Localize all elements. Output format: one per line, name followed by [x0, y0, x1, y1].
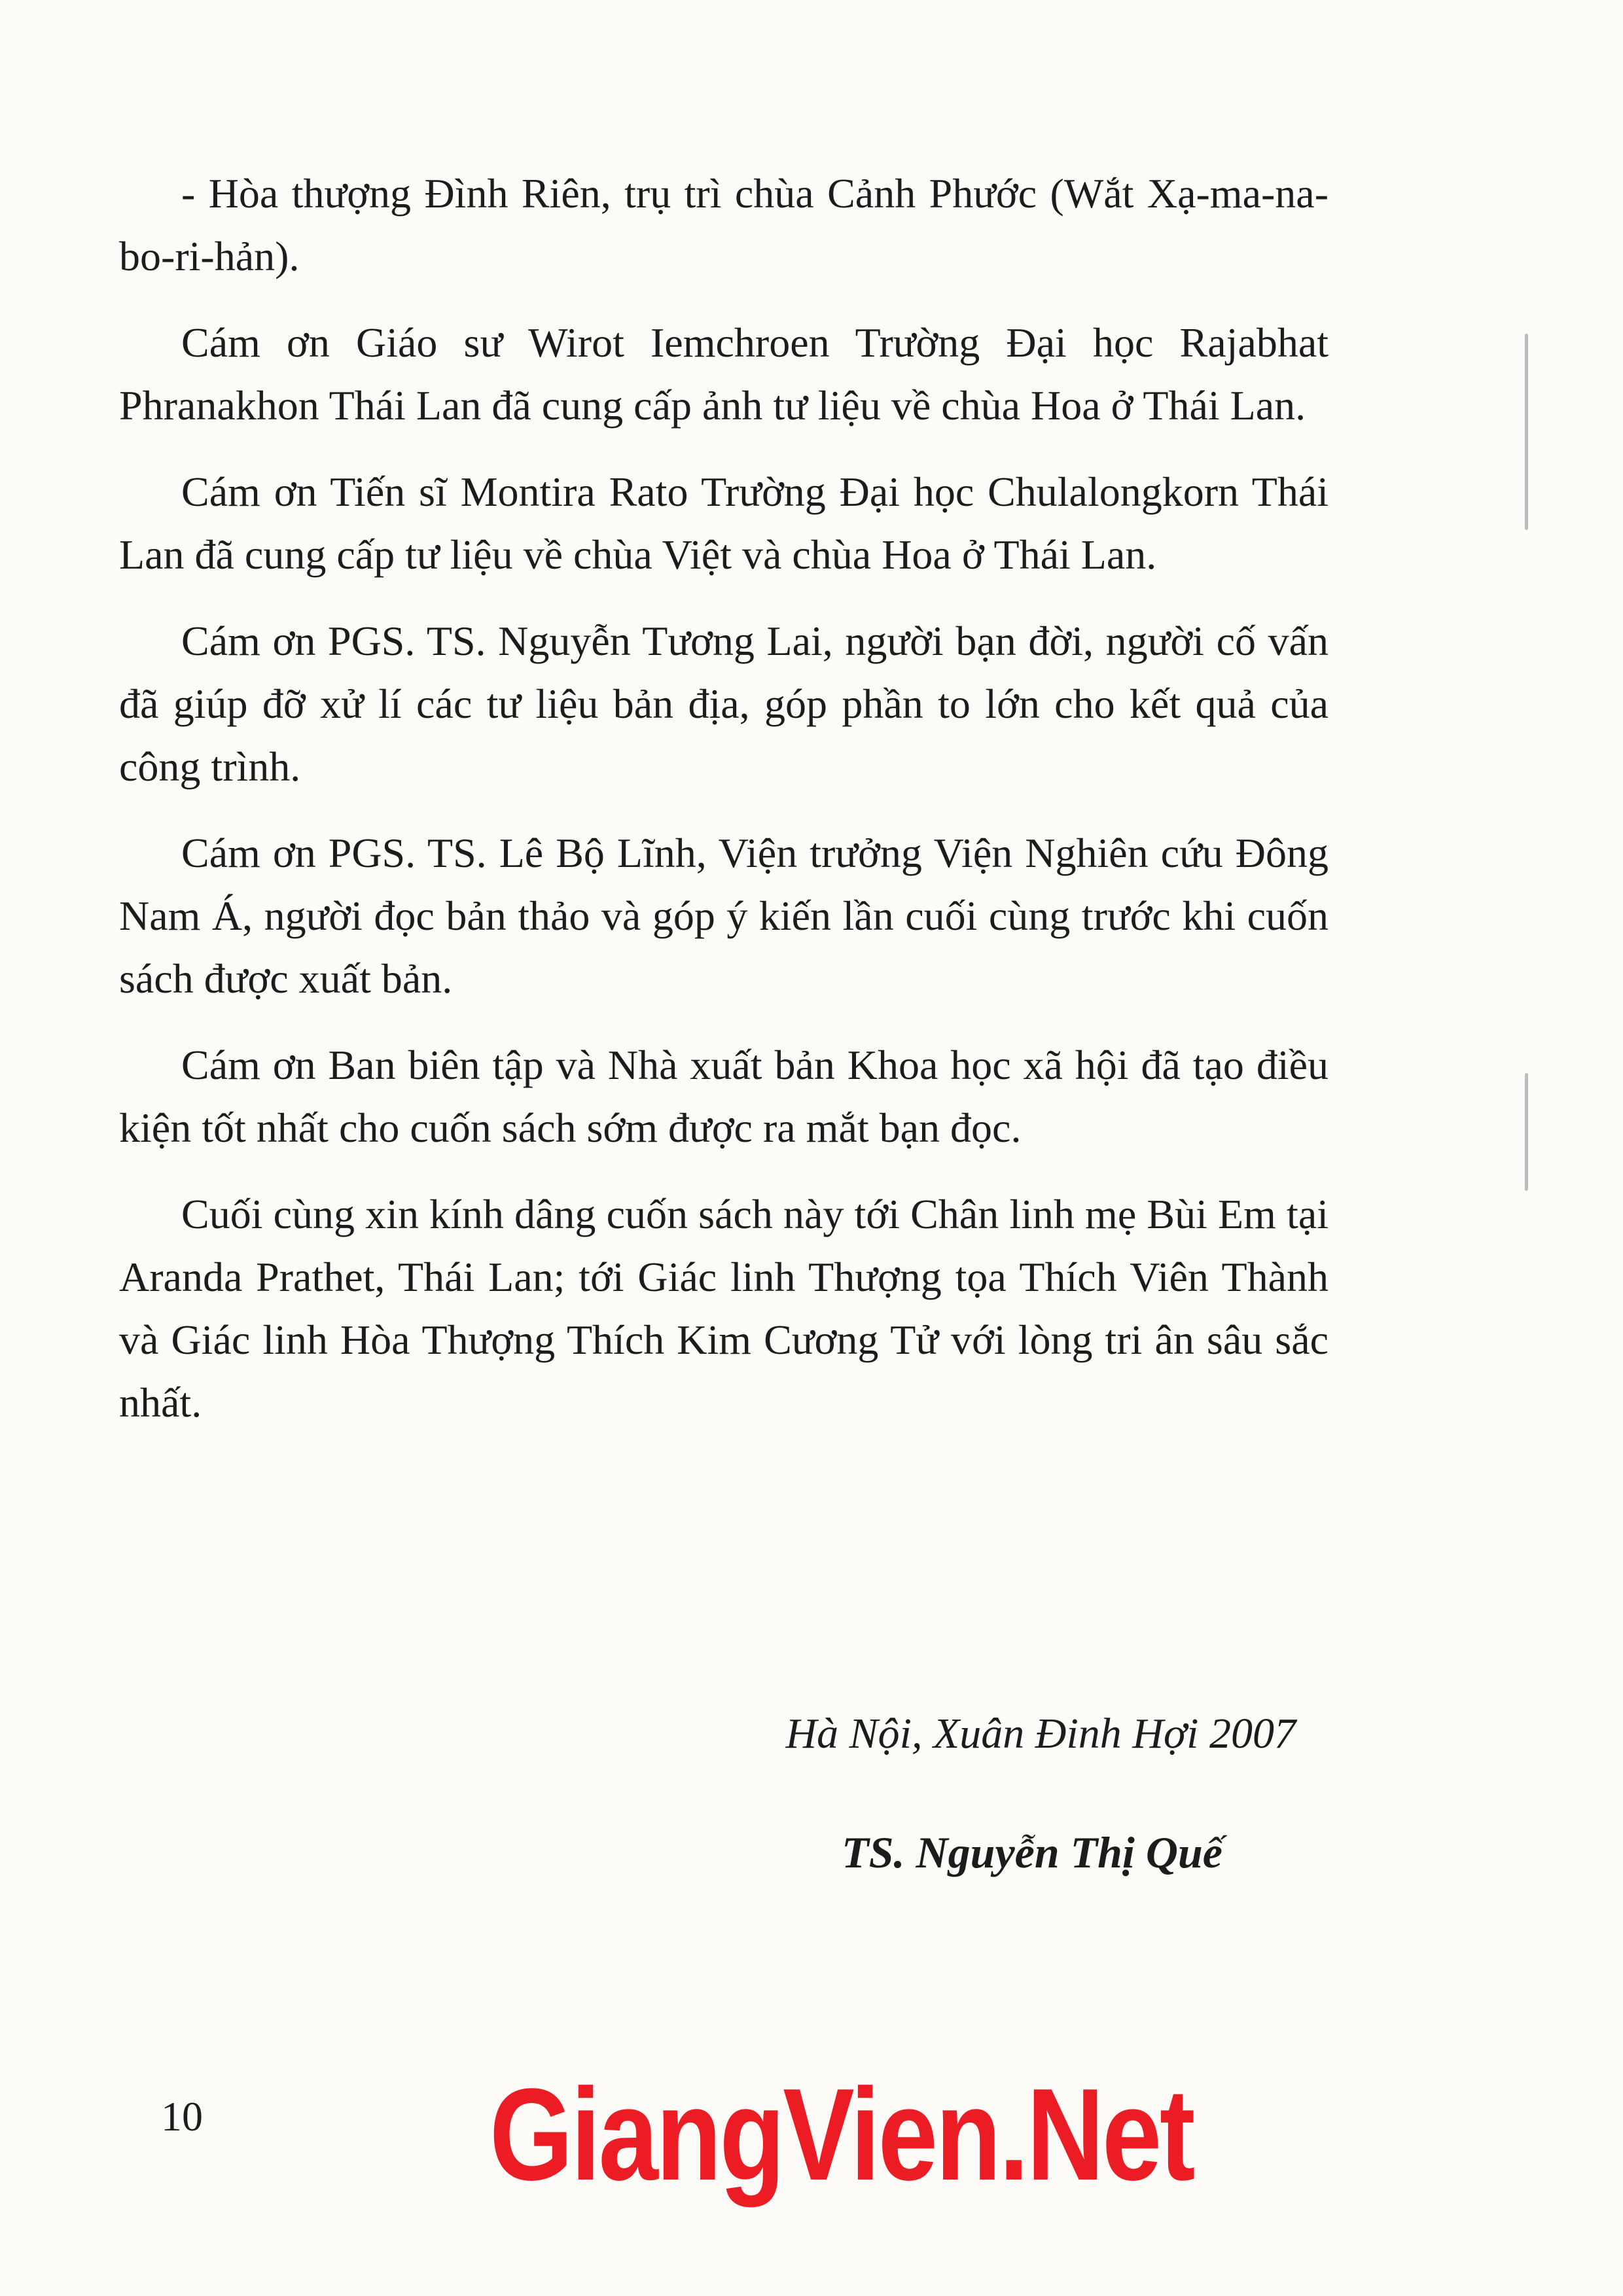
paragraph-7: Cuối cùng xin kính dâng cuốn sách này tới Chân linh mẹ Bùi Em tại Aranda Prathet, Thái Lan; tới Giác linh Thượng tọa Thích Viên Thành và Giác linh Hòa Thượng Thích Kim Cương Tử với lòng tri ân sâu sắc nhất. [119, 1191, 1329, 1426]
paragraph-6: Cám ơn Ban biên tập và Nhà xuất bản Khoa học xã hội đã tạo điều kiện tốt nhất cho cuốn sách sớm được ra mắt bạn đọc. [119, 1042, 1329, 1151]
page-number: 10 [161, 2093, 203, 2140]
author-signature: TS. Nguyễn Thị Quế [842, 1828, 1222, 1877]
paragraph-1: - Hòa thượng Đình Riên, trụ trì chùa Cảnh Phước (Wắt Xạ-ma-na-bo-ri-hản). [119, 170, 1329, 279]
paragraph-2: Cám ơn Giáo sư Wirot Iemchroen Trường Đại học Rajabhat Phranakhon Thái Lan đã cung cấp ảnh tư liệu về chùa Hoa ở Thái Lan. [119, 319, 1329, 429]
paragraph-5: Cám ơn PGS. TS. Lê Bộ Lĩnh, Viện trưởng Viện Nghiên cứu Đông Nam Á, người đọc bản thảo và góp ý kiến lần cuối cùng trước khi cuốn sách được xuất bản. [119, 830, 1329, 1002]
scan-edge-mark [1525, 1073, 1528, 1191]
paragraph-3: Cám ơn Tiến sĩ Montira Rato Trường Đại học Chulalongkorn Thái Lan đã cung cấp tư liệu về chùa Việt và chùa Hoa ở Thái Lan. [119, 468, 1329, 578]
body-text [119, 162, 1329, 1458]
watermark-logo: GiangVien.Net [490, 2062, 1194, 2208]
scan-edge-mark [1525, 334, 1528, 530]
paragraph-4: Cám ơn PGS. TS. Nguyễn Tương Lai, người bạn đời, người cố vấn đã giúp đỡ xử lí các tư liệu bản địa, góp phần to lớn cho kết quả của công trình. [119, 618, 1329, 790]
dateline: Hà Nội, Xuân Đinh Hợi 2007 [785, 1710, 1296, 1757]
